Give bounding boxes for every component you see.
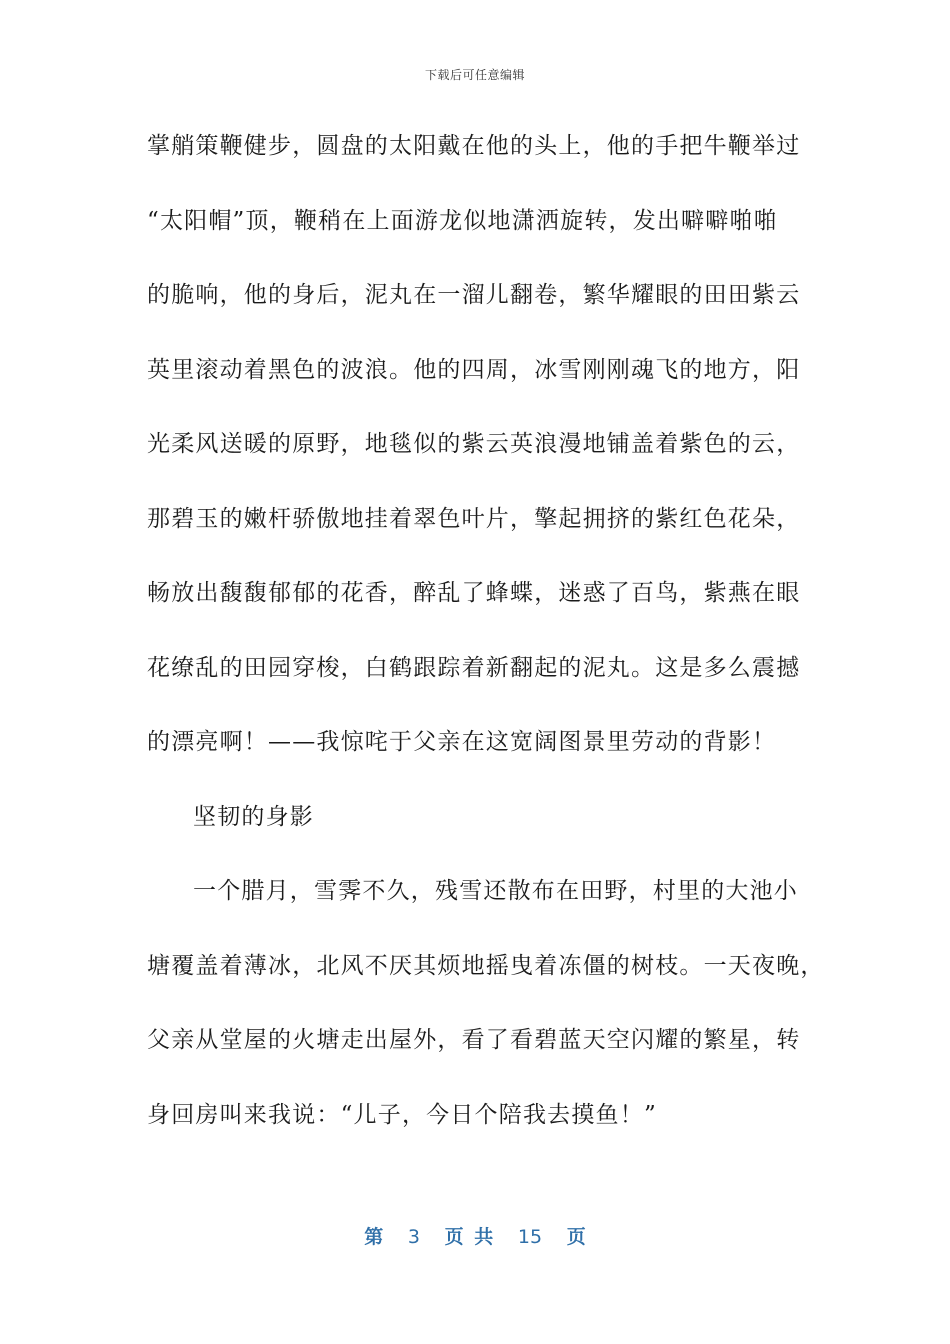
page-footer <box>0 1222 950 1249</box>
body-line: 花缭乱的田园穿梭，白鹤跟踪着新翻起的泥丸。这是多么震撼 <box>147 654 801 681</box>
body-line: 塘覆盖着薄冰，北风不厌其烦地摇曳着冻僵的树枝。一天夜晚， <box>147 952 825 979</box>
body-line: 身回房叫来我说：“儿子，今日个陪我去摸鱼！” <box>147 1101 657 1128</box>
body-line: 父亲从堂屋的火塘走出屋外，看了看碧蓝天空闪耀的繁星，转 <box>147 1027 801 1053</box>
section-heading: 坚韧的身影 <box>193 803 314 830</box>
footer-middle: 页 共 <box>444 1226 494 1248</box>
body-line: 英里滚动着黑色的波浪。他的四周，冰雪刚刚魂飞的地方，阳 <box>147 356 801 383</box>
body-line: 一个腊月，雪霁不久，残雪还散布在田野，村里的大池小 <box>193 878 798 904</box>
footer-prefix: 第 <box>364 1226 384 1248</box>
body-line: 光柔风送暖的原野，地毯似的紫云英浪漫地铺盖着紫色的云， <box>147 431 801 457</box>
body-line: “太阳帽”顶，鞭稍在上面游龙似地潇洒旋转，发出噼噼啪啪 <box>147 207 778 234</box>
footer-total-pages: 15 <box>517 1226 543 1248</box>
document-body <box>147 114 825 1157</box>
body-line: 掌艄策鞭健步，圆盘的太阳戴在他的头上，他的手把牛鞭举过 <box>147 133 801 159</box>
body-line: 的漂亮啊！——我惊咤于父亲在这宽阔图景里劳动的背影！ <box>147 729 777 755</box>
footer-suffix: 页 <box>566 1226 586 1248</box>
body-line: 的脆响，他的身后，泥丸在一溜儿翻卷，繁华耀眼的田田紫云 <box>147 282 801 308</box>
footer-page-number: 3 <box>407 1226 421 1248</box>
header-note: 下载后可任意编辑 <box>424 68 525 82</box>
body-line: 那碧玉的嫩杆骄傲地挂着翠色叶片，擎起拥挤的紫红色花朵， <box>147 505 801 532</box>
body-line: 畅放出馥馥郁郁的花香，醉乱了蜂蝶，迷惑了百鸟，紫燕在眼 <box>147 580 801 606</box>
